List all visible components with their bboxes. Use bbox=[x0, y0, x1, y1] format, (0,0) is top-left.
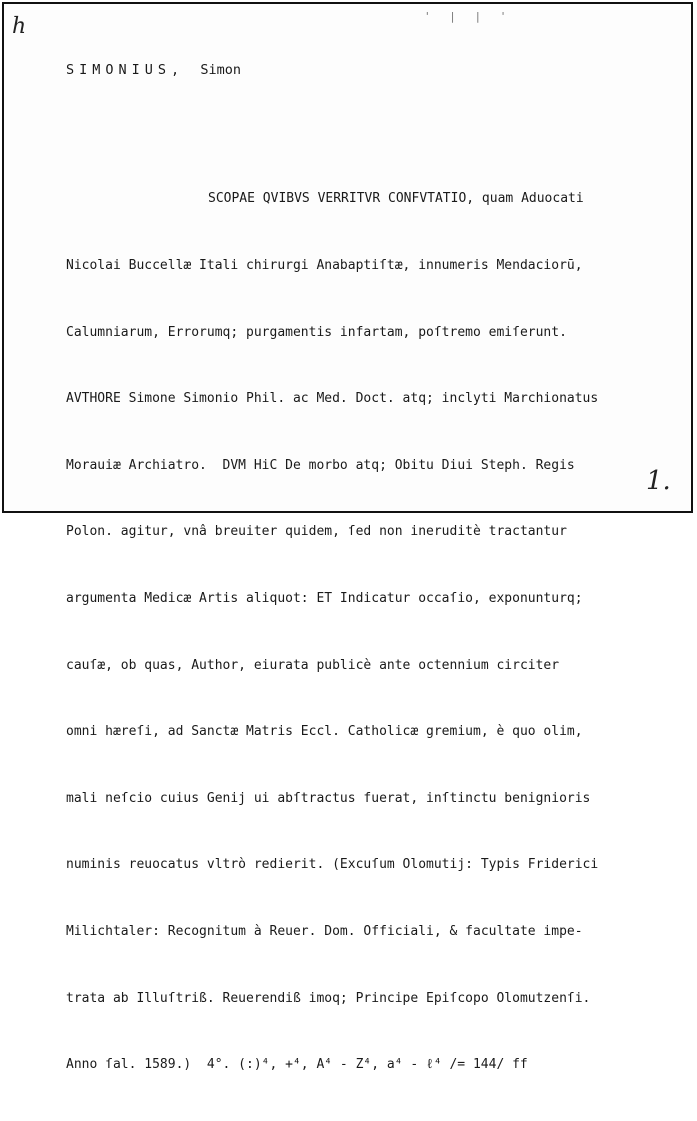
body-line: Anno ſal. 1589.) 4°. (:)⁴, +⁴, A⁴ - Z⁴, a⁴ - ℓ⁴ /= 144/ ff bbox=[66, 1057, 528, 1073]
body-line: Morauiæ Archiatro. DVM HiC De morbo atq; Obitu Diui Steph. Regis bbox=[66, 457, 575, 473]
corner-mark-bottom: 1. bbox=[646, 466, 671, 496]
stray-marks: ' | | ' bbox=[424, 10, 513, 23]
card-body bbox=[66, 144, 666, 1121]
body-line: Milichtaler: Recognitum à Reuer. Dom. Officiali, & facultate impe- bbox=[66, 923, 583, 939]
author-given-name: Simon bbox=[200, 62, 242, 78]
catalog-card bbox=[2, 2, 693, 1073]
body-line: Calumniarum, Errorumq; purgamentis infartam, poſtremo emiſerunt. bbox=[66, 324, 567, 340]
body-line: argumenta Medicæ Artis aliquot: ET Indicatur occaſio, exponunturq; bbox=[66, 590, 583, 606]
body-line: AVTHORE Simone Simonio Phil. ac Med. Doct. atq; inclyti Marchionatus bbox=[66, 391, 599, 407]
body-line: omni hæreſi, ad Sanctæ Matris Eccl. Catholicæ gremium, è quo olim, bbox=[66, 724, 583, 740]
body-line: numinis reuocatus vltrò redierit. (Excuſum Olomutij: Typis Friderici bbox=[66, 857, 599, 873]
body-line: Polon. agitur, vnâ breuiter quidem, ſed non ineruditè tractantur bbox=[66, 524, 567, 540]
body-line: trata ab Illuſtriß. Reuerendiß imoq; Principe Epiſcopo Olomutzenſi. bbox=[66, 990, 591, 1006]
corner-mark-top: h bbox=[12, 14, 27, 39]
author-surname: SIMONIUS, bbox=[66, 62, 185, 78]
body-line: cauſæ, ob quas, Author, eiurata publicè ante octennium circiter bbox=[66, 657, 560, 673]
author-heading bbox=[66, 62, 241, 78]
body-line: Nicolai Buccellæ Itali chirurgi Anabaptiſtæ, innumeris Mendaciorū, bbox=[66, 258, 583, 273]
body-line: SCOPAE QVIBVS VERRITVR CONFVTATIO, quam Aduocati bbox=[208, 191, 584, 207]
body-line: mali neſcio cuius Genij ui abſtractus fuerat, inſtinctu benignioris bbox=[66, 790, 591, 806]
